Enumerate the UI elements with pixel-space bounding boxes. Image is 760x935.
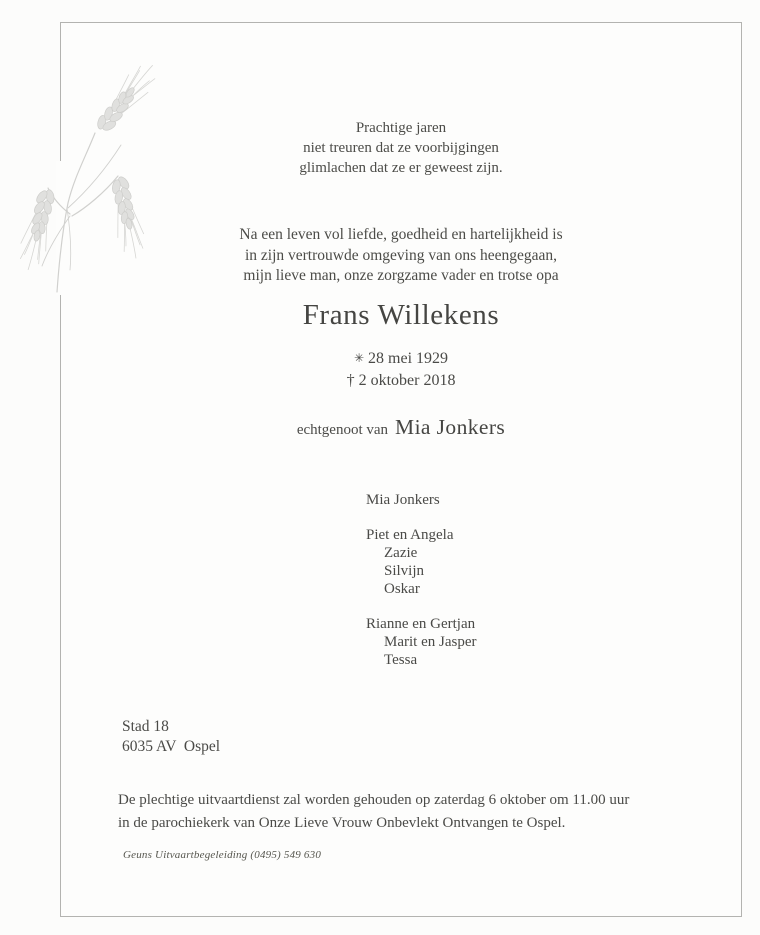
poem-line: Prachtige jaren [355, 120, 447, 136]
death-date-line [61, 370, 741, 391]
family-head: Mia Jonkers [366, 492, 440, 508]
address-line: Stad 18 [122, 718, 169, 735]
birth-date-line [61, 348, 741, 370]
funeral-home-credit: Geuns Uitvaartbegeleiding (0495) 549 630 [123, 849, 322, 861]
service-line: in de parochiekerk van Onze Lieve Vrouw Onbevlekt Ontvangen te Ospel. [118, 814, 566, 831]
death-date: 2 oktober 2018 [358, 372, 456, 389]
family-member: Zazie [384, 545, 418, 561]
family-head: Rianne en Gertjan [366, 616, 476, 632]
life-dates [61, 348, 741, 391]
funeral-service-info [118, 789, 629, 834]
family-group [366, 526, 476, 598]
service-line: De plechtige uitvaartdienst zal worden gehouden op zaterdag 6 oktober om 11.00 uur [118, 792, 630, 808]
family-member: Tessa [384, 652, 418, 668]
address-line: 6035 AV Ospel [122, 738, 221, 755]
spouse-line [61, 415, 741, 440]
birth-date: 28 mei 1929 [368, 350, 449, 367]
deceased-name: Frans Willekens [302, 299, 500, 331]
family-head: Piet en Angela [366, 527, 454, 543]
announcement-line: Na een leven vol liefde, goedheid en hartelijkheid is [239, 226, 563, 243]
family-list [366, 491, 476, 686]
announcement-line: in zijn vertrouwde omgeving van ons heengegaan, [244, 246, 558, 264]
spouse-prefix: echtgenoot van [296, 422, 389, 438]
family-member: Oskar [384, 581, 420, 597]
family-group [366, 491, 476, 509]
poem-line: glimlachen dat ze er geweest zijn. [299, 160, 503, 176]
born-star-icon: ✳ [353, 351, 365, 365]
announcement-line: mijn lieve man, onze zorgzame vader en trotse opa [243, 267, 559, 284]
home-address [122, 717, 220, 757]
family-member: Marit en Jasper [384, 634, 477, 650]
poem-line: niet treuren dat ze voorbijgingen [303, 140, 499, 156]
family-group [366, 615, 476, 669]
spouse-name: Mia Jonkers [395, 415, 506, 439]
dagger-icon: † [346, 372, 355, 389]
wheat-icon [10, 58, 190, 298]
family-member: Silvijn [384, 563, 425, 579]
